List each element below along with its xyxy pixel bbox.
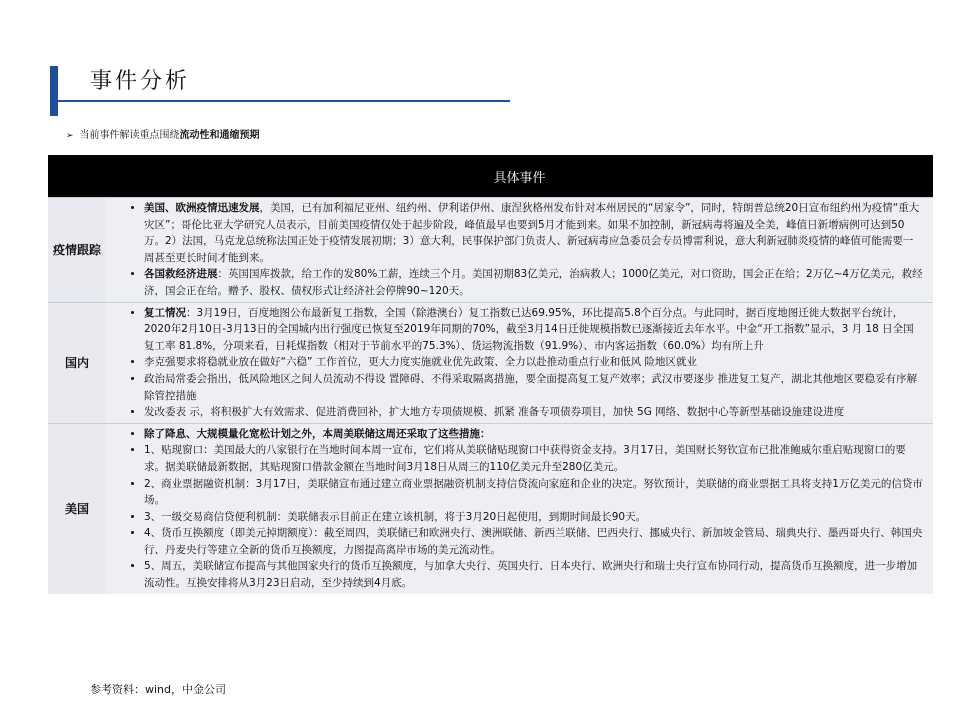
title-underline [58,100,510,102]
item-text: 2、商业票据融资机制：3月17日，美联储宣布通过建立商业票据融资机制支持信贷流向家庭和企业的决定。努钦预计，美联储的商业票据工具将支持1万亿美元的信贷市场。 [144,477,923,507]
row-label: 国内 [48,302,106,423]
list-item [144,442,923,475]
bullet-list [118,305,923,421]
subtitle-prefix: 当前事件解读重点围绕 [79,130,180,141]
subtitle [66,126,260,141]
item-bold-lead: 复工情况 [144,306,186,319]
list-item [144,426,923,443]
item-text: 5、周五，美联储宣布提高与其他国家央行的货币互换额度，与加拿大央行、英国央行、日本央行、欧洲央行和瑞士央行宣布协同行动，提高货币互换额度，进一步增加流动性。互换安排将从3月23日启动，至少持续到4月底。 [144,560,918,590]
item-bold-lead: 除了降息、大规模量化宽松计划之外，本周美联储这周还采取了这些措施： [144,427,491,440]
bullet-list [118,200,923,300]
item-text: 李克强要求将稳就业放在做好“六稳” 工作首位，更大力度实施就业优先政策、全力以赴推动重点行业和低风 险地区就业 [144,356,698,369]
row-label: 美国 [48,423,106,593]
table-header-row [48,155,933,198]
list-item [144,476,923,509]
list-item [144,509,923,526]
arrow-right-icon: ➢ [66,131,74,141]
item-text: 1、贴现窗口：美国最大的八家银行在当地时间本周一宣布，它们将从美联储贴现窗口中获得资金支持。3月17日，美国财长努钦宣布已批准鲍威尔重启贴现窗口的要求。据美联储最新数据，其贴现窗口借款金额在当地时间3月18日从周三的110亿美元升至280亿美元。 [144,444,906,473]
bullet-list [118,426,923,592]
item-bold-lead: 美国、欧洲疫情迅速发展 [144,202,260,214]
item-text: 4、货币互换额度（即美元掉期额度）：截至周四，美联储已和欧洲央行、澳洲联储、新西兰联储、巴西央行、挪威央行、新加坡金管局、瑞典央行、墨西哥央行、韩国央行、丹麦央行等建立全新的货币互换额度，力图提高离岸市场的美元流动性。 [144,527,923,556]
table-body [48,198,933,594]
item-bold-lead: 各国救经济进展 [144,268,218,281]
page-title: 事件分析 [90,69,191,94]
subtitle-highlight: 流动性和通缩预期 [179,130,260,141]
list-item [144,371,923,404]
table-row [48,302,933,423]
title-accent-bar [50,66,58,116]
table-header-corner [48,155,106,198]
reference-note: 参考资料：wind，中金公司 [90,683,227,696]
item-text: ，美国，已有加利福尼亚州、纽约州、伊利诺伊州、康涅狄格州发布针对本州居民的“居家令”，同时，特朗普总统20日宣布纽约州为疫情“重大灾区”；哥伦比亚大学研究人员表示，目前美国疫情仅处于起步阶段，峰值最早也要到5月才能到来。如果不加控制，新冠病毒将遍及全美，峰值日新增病例可达到50万。2）法国，马克龙总统称法国正处于疫情发展初期；3）意大利，民事保护部门负责人、新冠病毒应急委员会专员博雷利说，意大利新冠肺炎疫情的峰值可能需要一周甚至更长时间才能到来。 [144,202,920,264]
list-item [144,558,923,591]
row-content [106,198,933,303]
list-item [144,266,923,299]
list-item [144,200,923,266]
item-text: ：英国国库拨款，给工作的发80%工薪，连续三个月。美国初期83亿美元，治病救人；1000亿美元，对口资助，国会正在给；2万亿~4万亿美元，救经济，国会正在给。赠予、股权、债权形式让经济社会停牌90~120天。 [144,268,923,297]
table-row [48,423,933,593]
list-item [144,305,923,355]
table-header-title: 具体事件 [106,155,933,198]
item-text: 3、一级交易商信贷便利机制：美联储表示目前正在建立该机制，将于3月20日起使用，到期时间最长90天。 [144,510,647,523]
item-text: 发改委表 示，将积极扩大有效需求、促进消费回补，扩大地方专项债规模、抓紧 准备专项债券项目，加快 5G 网络、数据中心等新型基础设施建设进度 [144,406,845,419]
list-item [144,354,923,371]
events-table [48,155,933,594]
list-item [144,525,923,558]
item-text: ：3月19日，百度地图公布最新复工指数，全国（除港澳台）复工指数已达69.95%，环比提高5.8个百分点。与此同时，据百度地图迁徙大数据平台统计，2020年2月10日-3月13日的全国城内出行强度已恢复至2019年同期的70%，截至3月14日迁徙规模指数已逐渐接近去年水平。中金“开工指数”显示，3 月 18 日全国复工率 81.8%，分项来看，日耗煤指数（相对于节前水平的75.3%）、货运物流指数（91.9%）、市内客运指数（60.0%）均有所上升 [144,306,914,352]
row-content [106,423,933,593]
list-item [144,404,923,421]
row-content [106,302,933,423]
table-row [48,198,933,303]
row-label: 疫情跟踪 [48,198,106,303]
item-text: 政治局常委会指出，低风险地区之间人员流动不得设 置障碍、不得采取隔离措施，要全面提高复工复产效率；武汉市要逐步 推进复工复产，湖北其他地区要稳妥有序解除管控措施 [144,372,918,402]
